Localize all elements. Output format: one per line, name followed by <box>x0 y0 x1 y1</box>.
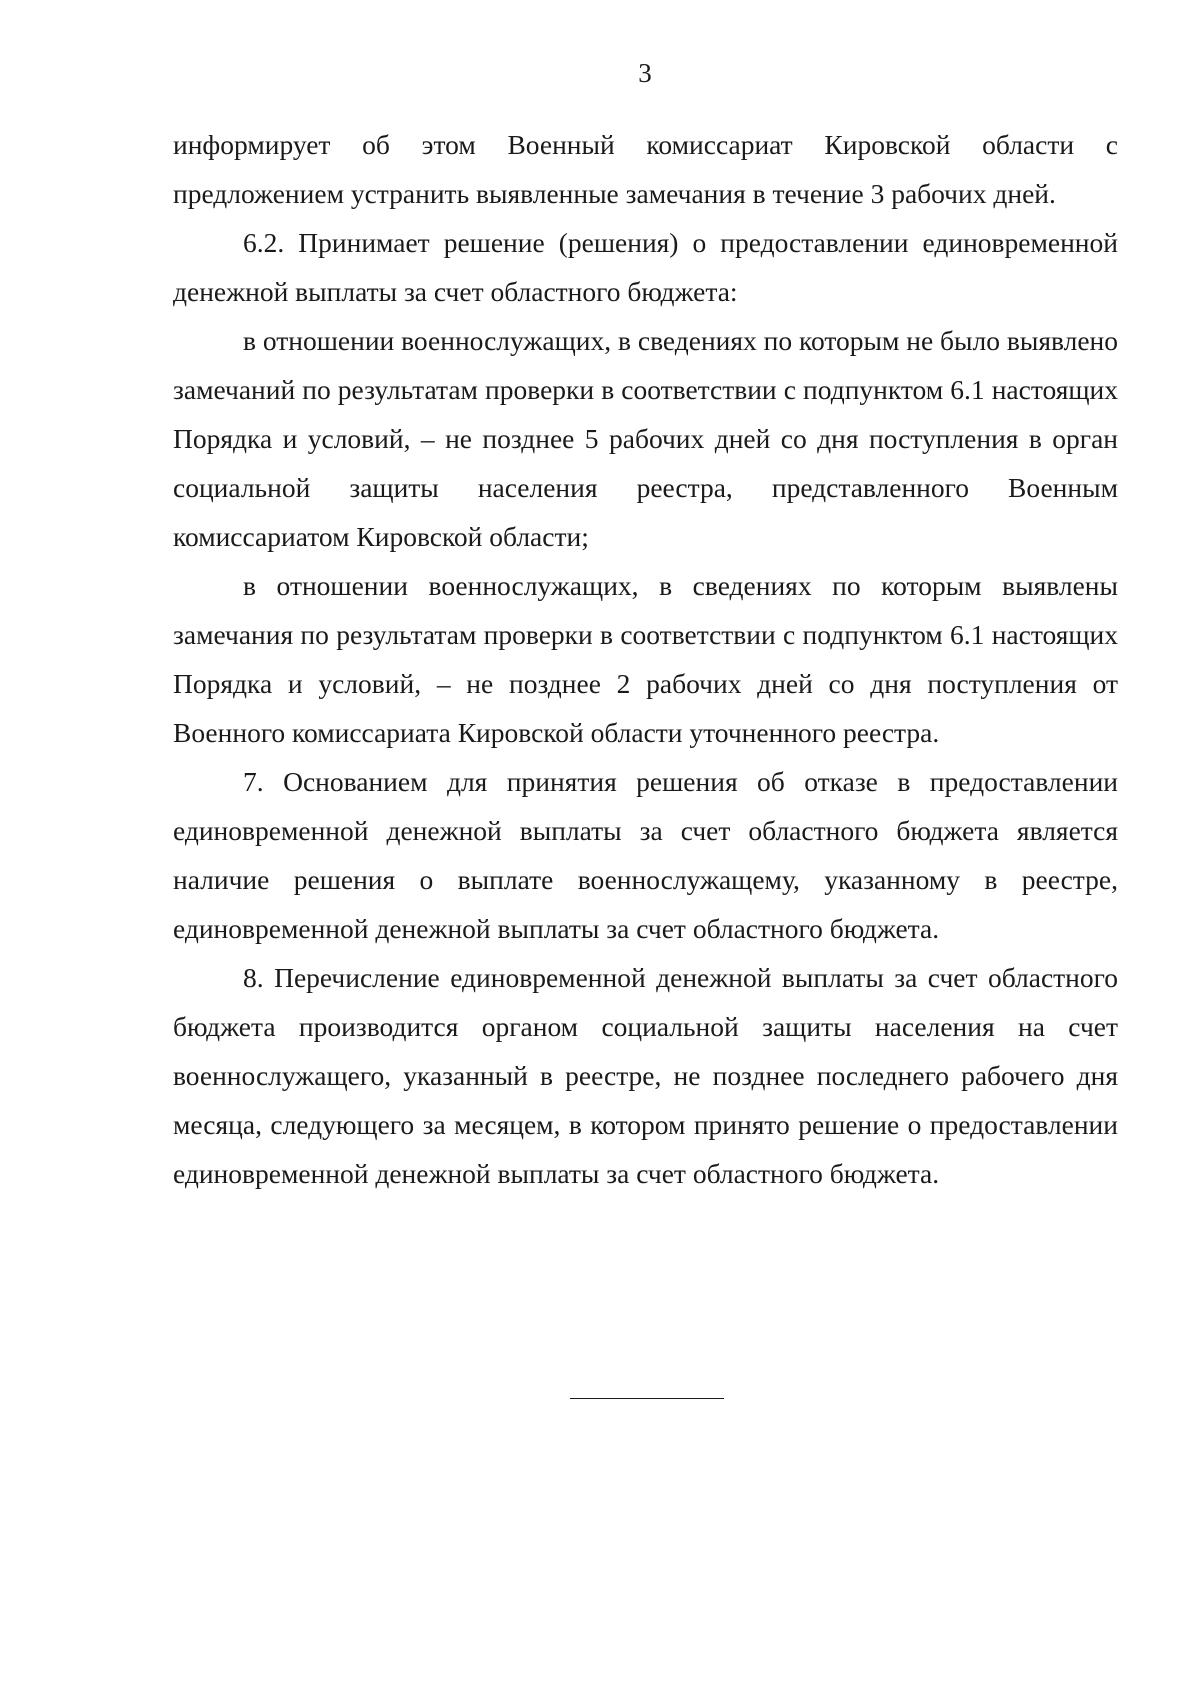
paragraph-with-remarks: в отношении военнослужащих, в сведениях по которым выявлены замечания по результатам проверки в соответствии с подпунктом 6.1 настоящих Порядка и условий, – не позднее 2 рабочих дней со дня поступления от Военного комиссариата Кировской области уточненного реестра. <box>173 570 1118 748</box>
end-rule <box>570 1398 724 1399</box>
paragraph-8: 8. Перечисление единовременной денежной выплаты за счет областного бюджета производится органом социальной защиты населения на счет военнослужащего, указанный в реестре, не позднее последнего рабочего дня месяца, следующего за месяцем, в котором принято решение о предоставлении единовременной денежной выплаты за счет областного бюджета. <box>173 962 1118 1189</box>
paragraph-6-2: 6.2. Принимает решение (решения) о предоставлении единовременной денежной выплаты за счет областного бюджета: <box>173 227 1118 307</box>
document-body <box>173 120 1118 1198</box>
paragraph-no-remarks: в отношении военнослужащих, в сведениях по которым не было выявлено замечаний по результатам проверки в соответствии с подпунктом 6.1 настоящих Порядка и условий, – не позднее 5 рабочих дней со дня поступления в орган социальной защиты населения реестра, представленного Военным комиссариатом Кировской области; <box>173 325 1118 552</box>
page-number: 3 <box>638 58 652 88</box>
paragraph-7: 7. Основанием для принятия решения об отказе в предоставлении единовременной денежной выплаты за счет областного бюджета является наличие решения о выплате военнослужащему, указанному в реестре, единовременной денежной выплаты за счет областного бюджета. <box>173 766 1118 944</box>
paragraph-continuation: информирует об этом Военный комиссариат Кировской области с предложением устранить выявленные замечания в течение 3 рабочих дней. <box>173 129 1118 209</box>
